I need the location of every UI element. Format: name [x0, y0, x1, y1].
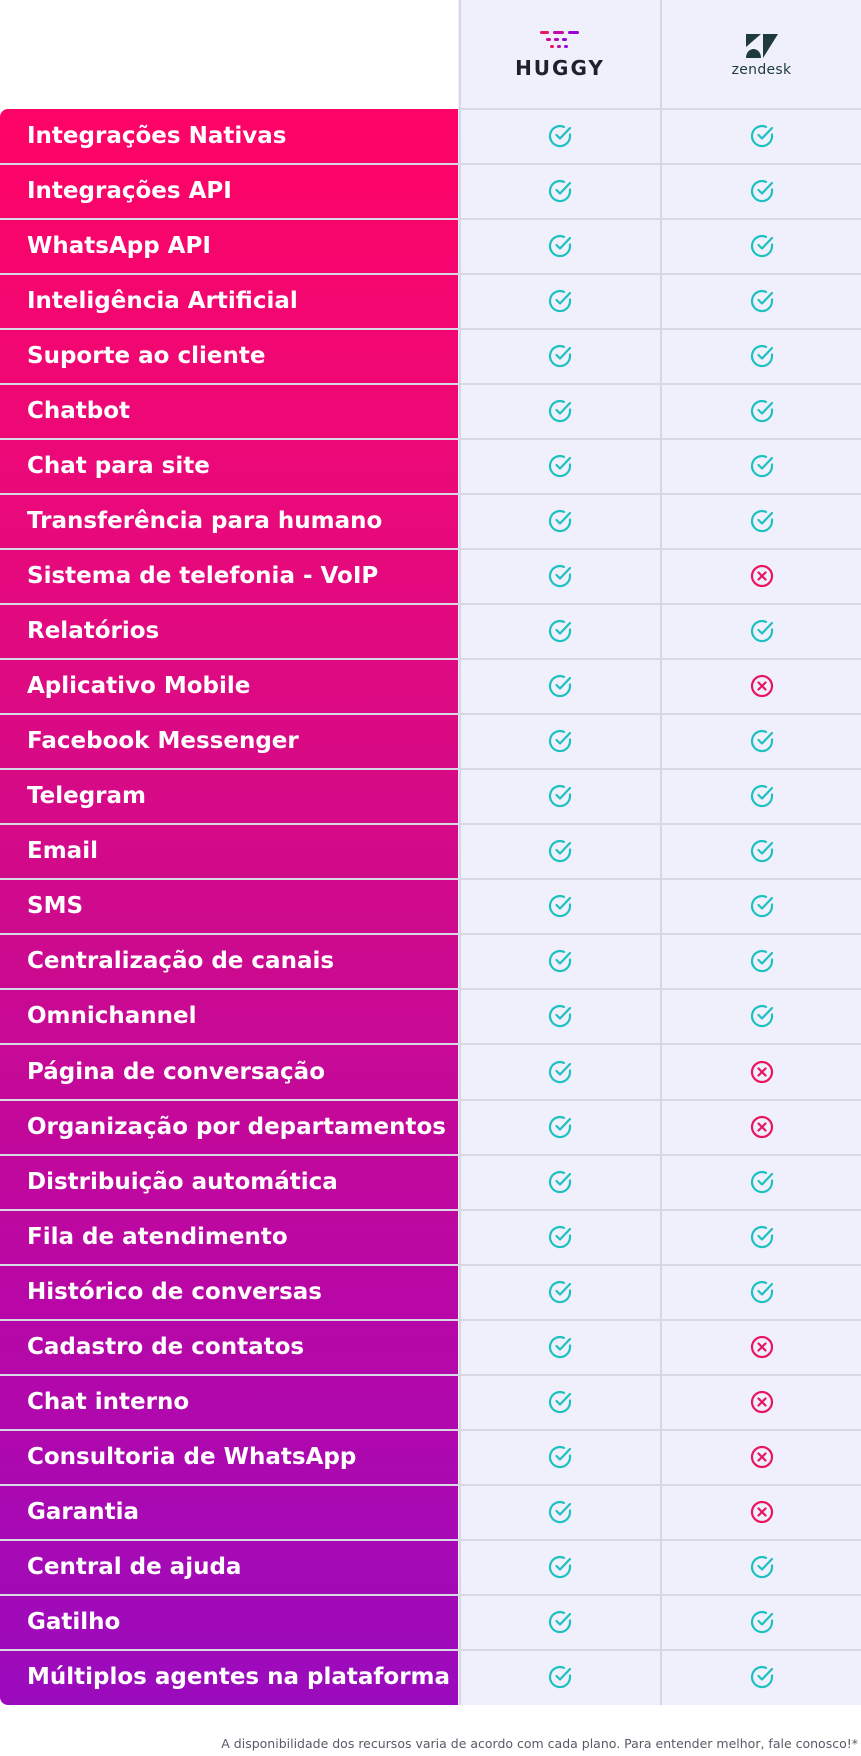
check-circle-icon	[749, 508, 775, 534]
table-row	[0, 604, 861, 659]
check-circle-icon	[547, 1224, 573, 1250]
huggy-status-cell	[460, 1265, 660, 1319]
zendesk-status-cell	[662, 1375, 861, 1429]
table-row	[0, 1485, 861, 1540]
feature-label: Facebook Messenger	[27, 728, 299, 755]
check-circle-icon	[547, 1444, 573, 1470]
check-circle-icon	[547, 948, 573, 974]
feature-label: Telegram	[27, 783, 147, 810]
zendesk-status-cell	[662, 1595, 861, 1649]
zendesk-status-cell	[662, 604, 861, 658]
feature-label: Garantia	[27, 1498, 140, 1525]
feature-label: Integrações Nativas	[27, 123, 287, 149]
feature-label: Inteligência Artificial	[27, 288, 298, 315]
check-circle-icon	[547, 1279, 573, 1305]
zendesk-status-cell	[662, 219, 861, 273]
feature-label: Suporte ao cliente	[27, 343, 266, 370]
huggy-status-cell	[460, 659, 660, 713]
zendesk-status-cell	[662, 1320, 861, 1374]
check-circle-icon	[547, 453, 573, 479]
zendesk-status-cell	[662, 659, 861, 713]
zendesk-status-cell	[662, 714, 861, 768]
x-circle-icon	[750, 1500, 774, 1524]
check-circle-icon	[749, 783, 775, 809]
check-circle-icon	[547, 123, 573, 149]
zendesk-logo	[662, 0, 861, 109]
feature-label: Relatórios	[27, 618, 160, 645]
feature-cell	[0, 384, 458, 438]
feature-cell	[0, 219, 458, 273]
feature-cell	[0, 494, 458, 548]
feature-label: Omnichannel	[27, 1003, 197, 1030]
huggy-status-cell	[460, 439, 660, 493]
huggy-brand-name: HUGGY	[515, 55, 605, 80]
feature-cell	[0, 824, 458, 878]
footnote	[0, 1736, 861, 1751]
huggy-status-cell	[460, 549, 660, 603]
feature-cell	[0, 989, 458, 1043]
check-circle-icon	[547, 1554, 573, 1580]
x-circle-icon	[750, 1115, 774, 1139]
feature-cell	[0, 1210, 458, 1264]
table-row	[0, 1540, 861, 1595]
huggy-status-cell	[460, 164, 660, 218]
huggy-status-cell	[460, 1320, 660, 1374]
feature-cell	[0, 109, 458, 163]
zendesk-status-cell	[662, 1485, 861, 1539]
check-circle-icon	[547, 343, 573, 369]
check-circle-icon	[547, 728, 573, 754]
huggy-status-cell	[460, 769, 660, 823]
feature-label: WhatsApp API	[27, 233, 211, 260]
feature-cell	[0, 1320, 458, 1374]
table-row	[0, 329, 861, 384]
zendesk-status-cell	[662, 1265, 861, 1319]
huggy-status-cell	[460, 1155, 660, 1209]
huggy-status-cell	[460, 824, 660, 878]
zendesk-status-cell	[662, 879, 861, 933]
huggy-logo	[460, 0, 660, 109]
feature-cell	[0, 439, 458, 493]
check-circle-icon	[547, 1169, 573, 1195]
x-circle-icon	[750, 1390, 774, 1414]
feature-cell	[0, 1045, 458, 1099]
comparison-header	[0, 0, 861, 109]
zendesk-status-cell	[662, 989, 861, 1043]
table-row	[0, 934, 861, 989]
check-circle-icon	[749, 893, 775, 919]
feature-label: Sistema de telefonia - VoIP	[27, 563, 379, 590]
check-circle-icon	[749, 1609, 775, 1635]
feature-label: Organização por departamentos	[27, 1113, 446, 1140]
huggy-status-cell	[460, 1540, 660, 1594]
huggy-status-cell	[460, 329, 660, 383]
feature-cell	[0, 1650, 458, 1704]
table-row	[0, 1430, 861, 1485]
feature-cell	[0, 659, 458, 713]
zendesk-status-cell	[662, 384, 861, 438]
x-circle-icon	[750, 674, 774, 698]
zendesk-status-cell	[662, 439, 861, 493]
check-circle-icon	[749, 178, 775, 204]
check-circle-icon	[547, 233, 573, 259]
table-row	[0, 769, 861, 824]
feature-cell	[0, 769, 458, 823]
feature-label: Centralização de canais	[27, 948, 335, 975]
feature-label: Chatbot	[27, 398, 131, 425]
check-circle-icon	[547, 1114, 573, 1140]
header-divider	[458, 108, 861, 110]
check-circle-icon	[749, 288, 775, 314]
feature-label: Aplicativo Mobile	[27, 673, 251, 700]
feature-cell	[0, 274, 458, 328]
check-circle-icon	[547, 1003, 573, 1029]
feature-cell	[0, 1375, 458, 1429]
feature-cell	[0, 879, 458, 933]
huggy-status-cell	[460, 1650, 660, 1704]
feature-cell	[0, 1430, 458, 1484]
zendesk-status-cell	[662, 494, 861, 548]
table-row	[0, 659, 861, 714]
zendesk-status-cell	[662, 329, 861, 383]
huggy-status-cell	[460, 1485, 660, 1539]
feature-label: Múltiplos agentes na plataforma	[27, 1663, 451, 1690]
check-circle-icon	[547, 1389, 573, 1415]
feature-cell	[0, 1540, 458, 1594]
table-row	[0, 714, 861, 769]
huggy-status-cell	[460, 1210, 660, 1264]
huggy-status-cell	[460, 714, 660, 768]
feature-cell	[0, 329, 458, 383]
zendesk-status-cell	[662, 1210, 861, 1264]
feature-cell	[0, 549, 458, 603]
x-circle-icon	[750, 1335, 774, 1359]
check-circle-icon	[547, 508, 573, 534]
zendesk-status-cell	[662, 164, 861, 218]
check-circle-icon	[547, 288, 573, 314]
table-row	[0, 1100, 861, 1155]
x-circle-icon	[750, 564, 774, 588]
feature-cell	[0, 1100, 458, 1154]
feature-cell	[0, 714, 458, 768]
check-circle-icon	[547, 618, 573, 644]
check-circle-icon	[547, 398, 573, 424]
feature-label: Página de conversação	[27, 1058, 325, 1085]
check-circle-icon	[547, 563, 573, 589]
table-row	[0, 1155, 861, 1210]
feature-cell	[0, 1485, 458, 1539]
zendesk-status-cell	[662, 274, 861, 328]
check-circle-icon	[547, 673, 573, 699]
footnote-text: A disponibilidade dos recursos varia de acordo com cada plano. Para entender melhor, fale conosco!*	[221, 1736, 858, 1751]
zendesk-status-cell	[662, 1650, 861, 1704]
x-circle-icon	[750, 1445, 774, 1469]
table-row	[0, 549, 861, 604]
check-circle-icon	[749, 343, 775, 369]
check-circle-icon	[547, 1609, 573, 1635]
zendesk-status-cell	[662, 1430, 861, 1484]
feature-label: Transferência para humano	[27, 508, 383, 535]
feature-cell	[0, 1155, 458, 1209]
table-row	[0, 494, 861, 549]
check-circle-icon	[547, 1334, 573, 1360]
table-row	[0, 384, 861, 439]
check-circle-icon	[547, 1059, 573, 1085]
table-row	[0, 879, 861, 934]
feature-label: Cadastro de contatos	[27, 1333, 305, 1360]
feature-label: Central de ajuda	[27, 1553, 242, 1580]
huggy-logo-icon	[538, 30, 582, 50]
table-row	[0, 1375, 861, 1430]
check-circle-icon	[749, 1279, 775, 1305]
check-circle-icon	[749, 453, 775, 479]
feature-label: Chat interno	[27, 1388, 190, 1415]
table-row	[0, 1595, 861, 1650]
feature-label: Histórico de conversas	[27, 1278, 323, 1305]
huggy-status-cell	[460, 1375, 660, 1429]
check-circle-icon	[547, 838, 573, 864]
huggy-status-cell	[460, 219, 660, 273]
check-circle-icon	[749, 1664, 775, 1690]
huggy-status-cell	[460, 494, 660, 548]
feature-cell	[0, 604, 458, 658]
table-row	[0, 1265, 861, 1320]
feature-cell	[0, 1595, 458, 1649]
feature-label: Gatilho	[27, 1608, 121, 1635]
zendesk-logo-icon	[744, 32, 780, 60]
check-circle-icon	[547, 783, 573, 809]
huggy-status-cell	[460, 1045, 660, 1099]
feature-label: Distribuição automática	[27, 1168, 338, 1195]
zendesk-status-cell	[662, 824, 861, 878]
feature-cell	[0, 164, 458, 218]
table-row	[0, 1045, 861, 1100]
table-row	[0, 1320, 861, 1375]
zendesk-status-cell	[662, 549, 861, 603]
zendesk-status-cell	[662, 934, 861, 988]
zendesk-status-cell	[662, 1100, 861, 1154]
table-row	[0, 1210, 861, 1265]
zendesk-status-cell	[662, 769, 861, 823]
huggy-status-cell	[460, 989, 660, 1043]
table-row	[0, 219, 861, 274]
huggy-status-cell	[460, 109, 660, 163]
feature-cell	[0, 934, 458, 988]
feature-label: Email	[27, 838, 98, 865]
huggy-status-cell	[460, 1430, 660, 1484]
check-circle-icon	[749, 948, 775, 974]
table-row	[0, 164, 861, 219]
check-circle-icon	[547, 178, 573, 204]
check-circle-icon	[749, 1169, 775, 1195]
table-row	[0, 274, 861, 329]
check-circle-icon	[749, 728, 775, 754]
check-circle-icon	[749, 233, 775, 259]
table-row	[0, 109, 861, 164]
huggy-status-cell	[460, 274, 660, 328]
check-circle-icon	[749, 618, 775, 644]
zendesk-status-cell	[662, 1155, 861, 1209]
table-row	[0, 824, 861, 879]
feature-label: Fila de atendimento	[27, 1223, 288, 1250]
check-circle-icon	[547, 1499, 573, 1525]
check-circle-icon	[547, 893, 573, 919]
check-circle-icon	[749, 123, 775, 149]
feature-label: Integrações API	[27, 178, 232, 205]
huggy-status-cell	[460, 384, 660, 438]
table-row	[0, 439, 861, 494]
feature-label: SMS	[27, 893, 84, 920]
feature-label: Chat para site	[27, 453, 210, 480]
check-circle-icon	[547, 1664, 573, 1690]
check-circle-icon	[749, 1554, 775, 1580]
huggy-status-cell	[460, 1100, 660, 1154]
table-row	[0, 989, 861, 1044]
zendesk-status-cell	[662, 1045, 861, 1099]
zendesk-brand-name: zendesk	[731, 61, 792, 78]
huggy-status-cell	[460, 1595, 660, 1649]
zendesk-status-cell	[662, 109, 861, 163]
huggy-status-cell	[460, 934, 660, 988]
check-circle-icon	[749, 1003, 775, 1029]
check-circle-icon	[749, 838, 775, 864]
x-circle-icon	[750, 1060, 774, 1084]
feature-label: Consultoria de WhatsApp	[27, 1443, 357, 1470]
table-row	[0, 1650, 861, 1705]
huggy-status-cell	[460, 879, 660, 933]
check-circle-icon	[749, 398, 775, 424]
check-circle-icon	[749, 1224, 775, 1250]
feature-cell	[0, 1265, 458, 1319]
zendesk-status-cell	[662, 1540, 861, 1594]
huggy-status-cell	[460, 604, 660, 658]
